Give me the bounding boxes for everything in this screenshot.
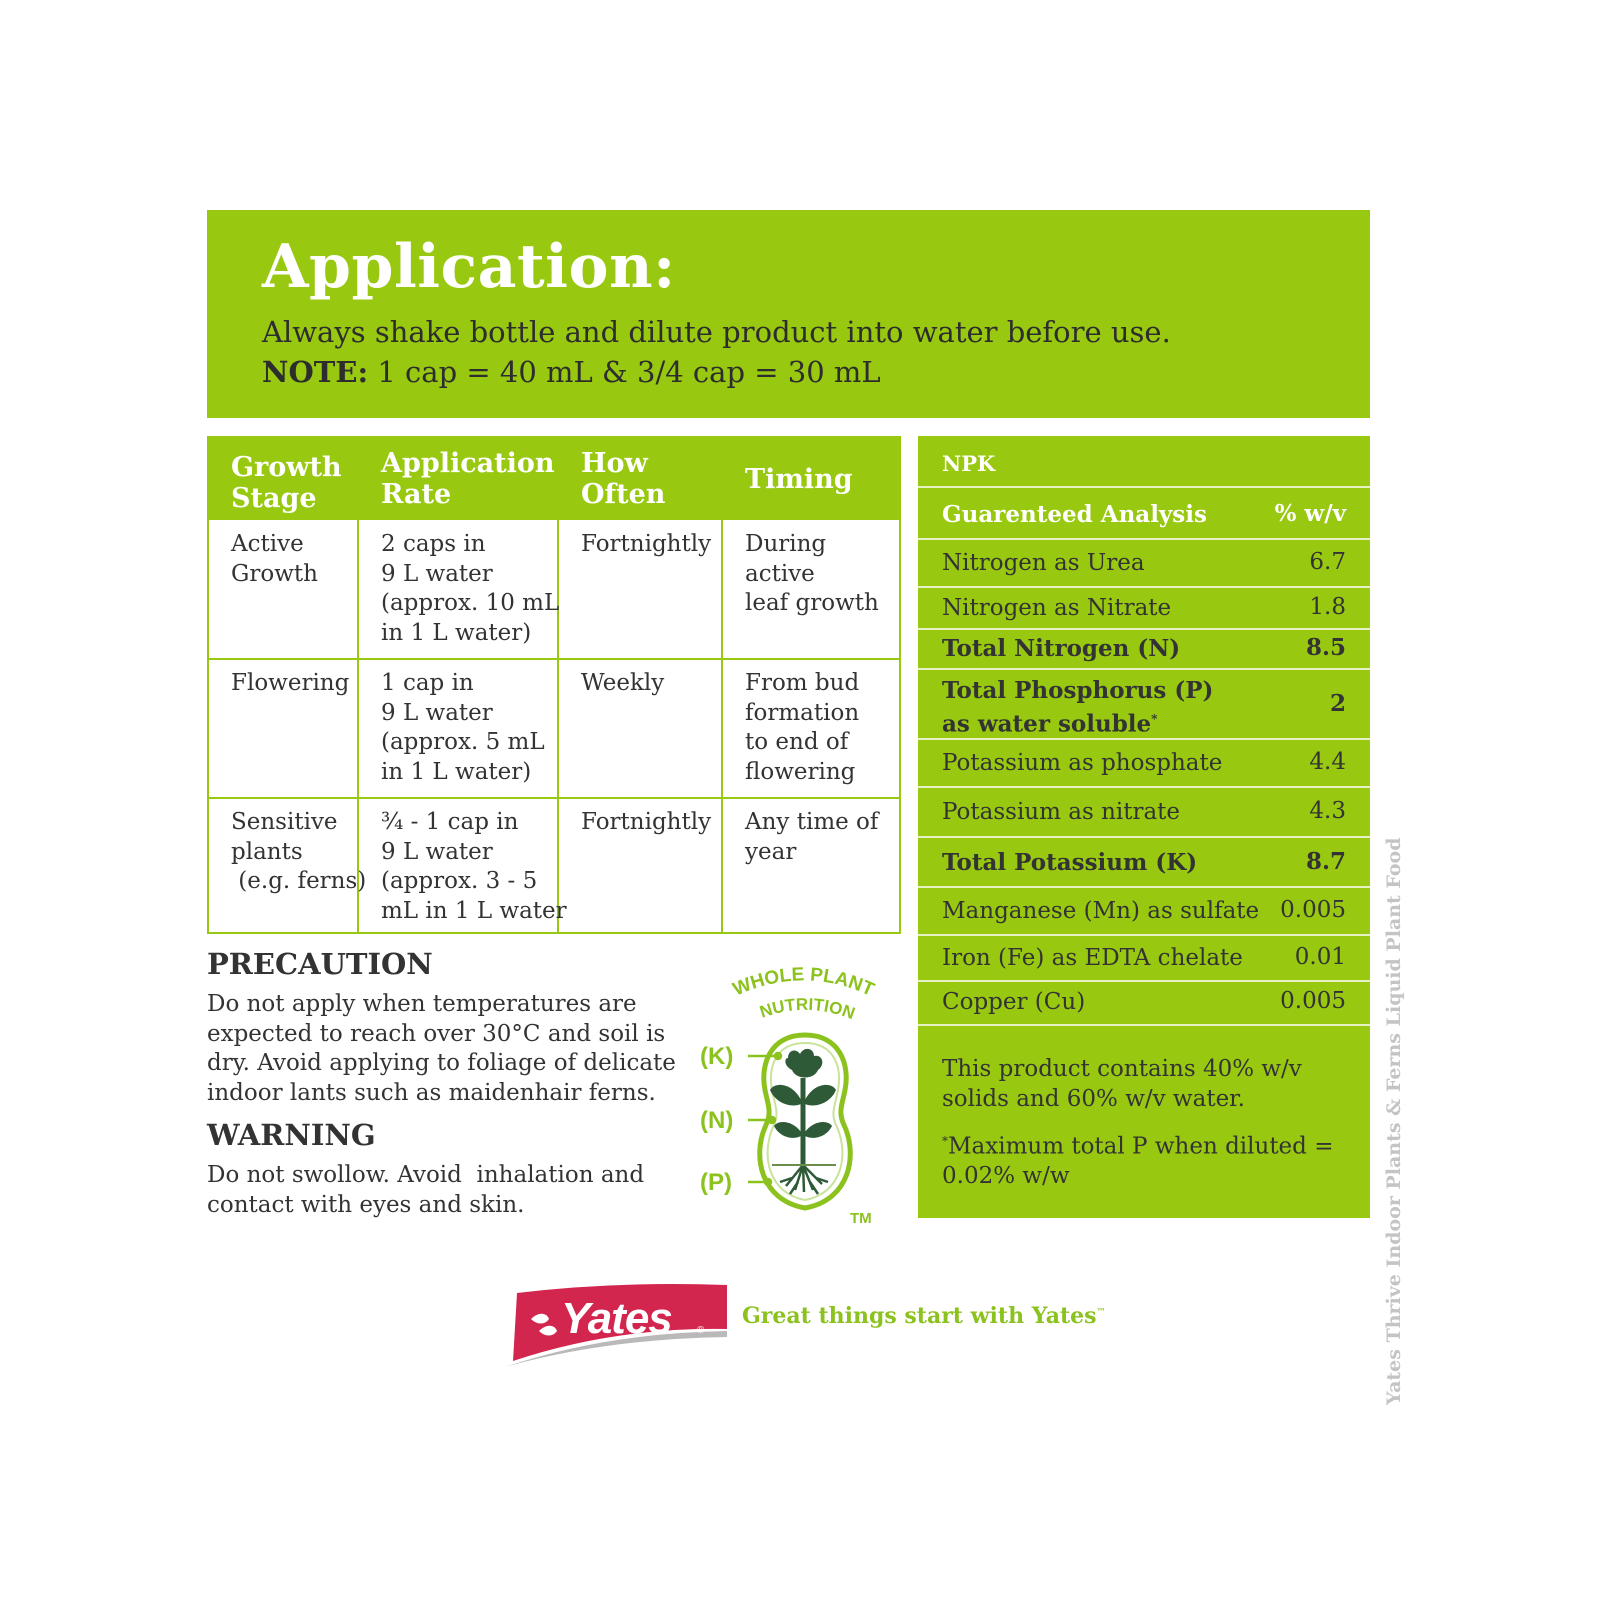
header-text: Growth <box>231 452 342 483</box>
cell-text: (approx. 3 - 5 <box>381 868 538 894</box>
tagline-tm: ™ <box>1096 1307 1106 1318</box>
header-text: Often <box>581 479 666 510</box>
npk-row-value: 1.8 <box>1309 594 1346 620</box>
header-text: Stage <box>231 483 317 514</box>
npk-footnote-solids <box>942 1055 1302 1114</box>
cell-rate-flowering <box>381 669 545 787</box>
side-product-name: Yates Thrive Indoor Plants & Ferns Liquid Plant Food <box>1383 837 1405 1405</box>
npk-row <box>918 588 1370 630</box>
header-text: Rate <box>381 479 452 510</box>
badge-tm: TM <box>850 1210 872 1225</box>
precaution-body <box>207 990 676 1108</box>
tagline-text: Great things start with Yates <box>742 1303 1097 1329</box>
cell-text: During active <box>745 531 827 587</box>
npk-header-name: Guarenteed Analysis <box>942 501 1207 528</box>
cell-text: From bud <box>745 670 860 696</box>
badge-arc-line1: WHOLE PLANT <box>730 964 878 1001</box>
row-divider <box>209 797 899 799</box>
header-text: Timing <box>745 464 853 495</box>
npk-row <box>918 982 1370 1026</box>
precaution-line: dry. Avoid applying to foliage of delicate <box>207 1050 676 1076</box>
npk-foot-text: Maximum total P when diluted = <box>948 1133 1334 1160</box>
cell-text: ¾ - 1 cap in <box>381 809 519 835</box>
application-note <box>262 355 881 389</box>
badge-k-label: (K) <box>700 1043 734 1070</box>
npk-row-name <box>942 676 1213 739</box>
cell-text: (approx. 5 mL <box>381 729 545 755</box>
npk-row-value: 4.3 <box>1309 798 1346 824</box>
npk-row-name-line: Total Phosphorus (P) <box>942 677 1214 704</box>
cell-text: 2 caps in <box>381 531 486 557</box>
npk-row-name: Nitrogen as Urea <box>942 550 1145 576</box>
note-label: NOTE: <box>262 355 369 389</box>
npk-row-value: 0.005 <box>1280 988 1346 1014</box>
npk-foot-line: This product contains 40% w/v <box>942 1056 1302 1082</box>
npk-row-value: 8.5 <box>1305 634 1346 661</box>
yates-logo <box>495 1275 735 1367</box>
row-divider <box>209 658 899 660</box>
npk-title-row <box>918 436 1370 488</box>
npk-row-name: Total Potassium (K) <box>942 849 1198 876</box>
npk-panel <box>918 436 1370 1218</box>
application-title: Application: <box>262 232 676 302</box>
header-application-rate <box>381 448 555 510</box>
application-subtitle: Always shake bottle and dilute product into water before use. <box>262 315 1171 349</box>
cell-often-active: Fortnightly <box>581 531 712 557</box>
cell-stage-active <box>231 530 318 589</box>
header-text: How <box>581 448 648 479</box>
npk-row-value: 0.005 <box>1280 897 1346 923</box>
npk-row-name: Potassium as phosphate <box>942 750 1223 776</box>
npk-row <box>918 740 1370 788</box>
table-header-row <box>209 438 899 520</box>
header-growth-stage <box>231 452 342 514</box>
header-text: Application <box>381 448 555 479</box>
npk-row <box>918 630 1370 670</box>
cell-stage-flowering <box>231 669 349 699</box>
cell-text: year <box>745 838 797 865</box>
npk-row-name: Iron (Fe) as EDTA chelate <box>942 945 1243 971</box>
npk-row-name: Copper (Cu) <box>942 989 1086 1015</box>
cell-text: flowering <box>745 758 856 785</box>
npk-header-unit: % w/v <box>1274 500 1346 527</box>
npk-row-name-text: as water soluble <box>942 710 1152 738</box>
npk-row-name-line <box>942 705 1213 739</box>
precaution-line: indoor lants such as maidenhair ferns. <box>207 1079 656 1106</box>
warning-title: WARNING <box>207 1118 376 1152</box>
cell-rate-active <box>381 530 559 648</box>
npk-row <box>918 838 1370 888</box>
cell-text: to end of <box>745 729 849 755</box>
note-text: 1 cap = 40 mL & 3/4 cap = 30 mL <box>368 355 881 389</box>
npk-row <box>918 936 1370 982</box>
precaution-line: Do not apply when temperatures are <box>207 991 637 1017</box>
npk-row-value: 4.4 <box>1309 749 1346 775</box>
yates-registered: ® <box>697 1325 705 1336</box>
cell-text: 9 L water <box>381 699 493 726</box>
whole-plant-nutrition-badge <box>700 950 900 1225</box>
cell-text: Active <box>231 531 304 557</box>
cell-text: 1 cap in <box>381 670 474 696</box>
header-how-often <box>581 448 665 510</box>
npk-foot-sup: * <box>942 1134 948 1148</box>
cell-text: leaf growth <box>745 590 879 616</box>
warning-line: contact with eyes and skin. <box>207 1191 525 1218</box>
npk-row-sup: * <box>1151 712 1158 726</box>
cell-timing-active <box>745 530 899 619</box>
cell-stage-sensitive <box>231 808 366 897</box>
npk-foot-line: solids and 60% w/v water. <box>942 1085 1245 1112</box>
npk-row-value: 8.7 <box>1305 848 1346 875</box>
npk-row <box>918 888 1370 936</box>
cell-text: plants <box>231 838 303 865</box>
precaution-title: PRECAUTION <box>207 947 433 981</box>
npk-row <box>918 540 1370 588</box>
npk-title: NPK <box>942 451 996 476</box>
cell-text: (e.g. ferns) <box>231 868 367 894</box>
cell-text: Sensitive <box>231 809 338 835</box>
npk-row-name: Total Nitrogen (N) <box>942 635 1181 662</box>
cell-text: in 1 L water) <box>381 758 532 785</box>
application-header <box>207 210 1370 418</box>
cell-often-sensitive: Fortnightly <box>581 809 712 835</box>
warning-line: Do not swollow. Avoid inhalation and <box>207 1162 645 1188</box>
cell-text: 9 L water <box>381 560 493 587</box>
application-table <box>207 436 901 934</box>
cell-timing-flowering <box>745 669 859 787</box>
npk-row-name: Manganese (Mn) as sulfate <box>942 898 1260 924</box>
cell-text: Any time of <box>745 809 879 835</box>
npk-row <box>918 788 1370 838</box>
cell-text: mL in 1 L water <box>381 897 567 924</box>
badge-arc-line2: NUTRITION <box>757 994 858 1024</box>
npk-foot-line <box>942 1127 1333 1162</box>
header-timing <box>745 464 853 495</box>
npk-row-value: 2 <box>1329 690 1346 717</box>
npk-foot-line: 0.02% w/w <box>942 1163 1070 1190</box>
npk-row-name: Nitrogen as Nitrate <box>942 595 1172 621</box>
npk-row-value: 0.01 <box>1294 944 1346 970</box>
yates-logo-text: Yates <box>561 1294 672 1343</box>
cell-timing-sensitive <box>745 808 878 867</box>
npk-row-name: Potassium as nitrate <box>942 799 1181 825</box>
cell-text: Flowering <box>231 670 350 696</box>
badge-p-label: (P) <box>700 1169 732 1196</box>
cell-text: in 1 L water) <box>381 619 532 646</box>
precaution-line: expected to reach over 30°C and soil is <box>207 1020 666 1047</box>
column-divider <box>721 520 723 934</box>
warning-body <box>207 1161 644 1220</box>
cell-text: formation <box>745 699 860 726</box>
npk-header-row <box>918 488 1370 540</box>
cell-text: (approx. 10 mL <box>381 590 560 616</box>
badge-n-label: (N) <box>700 1107 734 1134</box>
cell-text: Growth <box>231 560 318 587</box>
cell-text: 9 L water <box>381 838 493 865</box>
npk-footnote-max-p <box>942 1127 1333 1192</box>
npk-row-value: 6.7 <box>1309 549 1346 575</box>
brand-tagline <box>742 1303 1106 1329</box>
cell-often-flowering: Weekly <box>581 670 665 696</box>
cell-rate-sensitive <box>381 808 567 926</box>
npk-row <box>918 670 1370 740</box>
